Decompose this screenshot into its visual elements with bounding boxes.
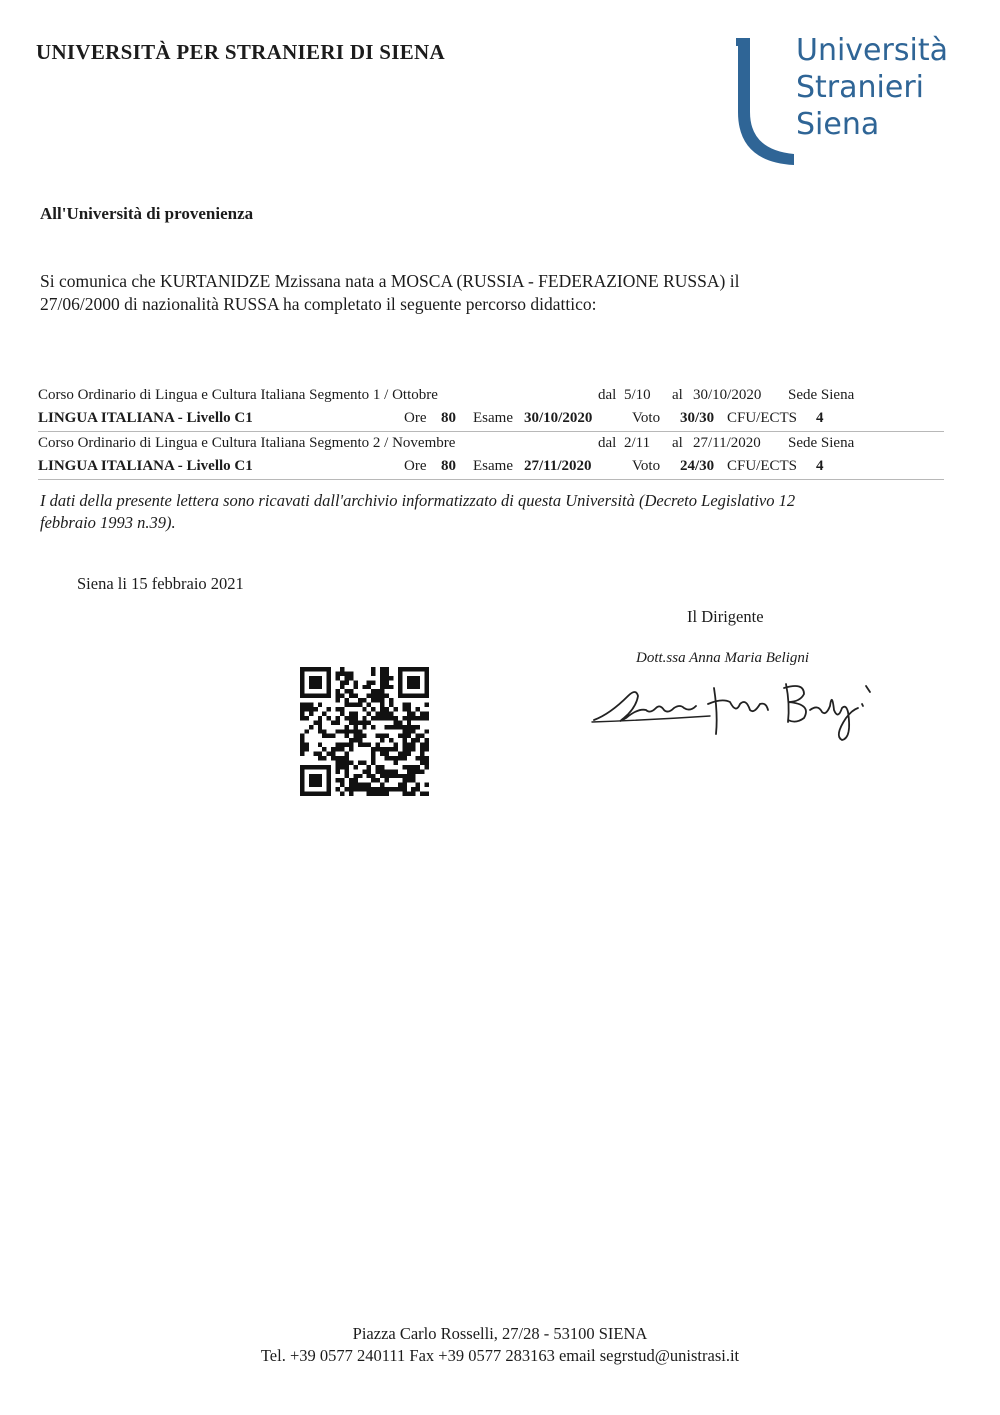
course-table [38, 385, 944, 480]
place-date: Siena li 15 febbraio 2021 [77, 574, 244, 593]
esame-value: 27/11/2020 [524, 458, 592, 474]
exam-name: LINGUA ITALIANA - Livello C1 [38, 458, 253, 474]
sede-value: Sede Siena [788, 435, 855, 451]
course-row [38, 433, 944, 456]
esame-label: Esame [473, 410, 513, 426]
qr-code-icon [300, 667, 429, 796]
voto-value: 24/30 [680, 458, 715, 474]
signature-icon [590, 674, 880, 746]
dal-label: dal [598, 387, 617, 403]
exam-name: LINGUA ITALIANA - Livello C1 [38, 410, 253, 426]
esame-label: Esame [473, 458, 513, 474]
footer-contacts: Tel. +39 0577 240111 Fax +39 0577 283163 email segrstud@unistrasi.it [260, 1346, 740, 1365]
logo-arc-icon [728, 32, 798, 172]
voto-label: Voto [632, 458, 661, 474]
dal-label: dal [598, 435, 617, 451]
voto-label: Voto [632, 410, 661, 426]
cfu-value: 4 [816, 458, 824, 474]
exam-row [38, 408, 944, 432]
cfu-value: 4 [816, 410, 824, 426]
addressee: All'Università di provenienza [40, 204, 254, 223]
logo-wordmark [796, 32, 948, 143]
voto-value: 30/30 [680, 410, 715, 426]
dal-value: 2/11 [624, 435, 651, 451]
esame-value: 30/10/2020 [524, 410, 593, 426]
signer-role: Il Dirigente [687, 607, 764, 626]
dal-value: 5/10 [624, 387, 651, 403]
course-row [38, 385, 944, 408]
signer-name: Dott.ssa Anna Maria Beligni [636, 650, 810, 666]
sede-value: Sede Siena [788, 387, 855, 403]
logo-line-2: Stranieri [796, 70, 924, 105]
disclaimer: I dati della presente lettera sono ricavati dall'archivio informatizzato di questa Università (Decreto Legislativo 12 febbraio 1993 n.39). [40, 491, 796, 532]
university-name: UNIVERSITÀ PER STRANIERI DI SIENA [36, 40, 445, 64]
course-title: Corso Ordinario di Lingua e Cultura Italiana Segmento 1 / Ottobre [38, 387, 438, 403]
logo-line-3: Siena [796, 107, 880, 142]
logo-line-1: Università [796, 33, 948, 68]
exam-row [38, 456, 944, 480]
ore-value: 80 [441, 458, 456, 474]
al-value: 30/10/2020 [693, 387, 762, 403]
university-logo [728, 32, 968, 172]
al-label: al [672, 387, 683, 403]
al-label: al [672, 435, 683, 451]
ore-label: Ore [404, 458, 427, 474]
ore-value: 80 [441, 410, 456, 426]
course-title: Corso Ordinario di Lingua e Cultura Italiana Segmento 2 / Novembre [38, 435, 456, 451]
cfu-label: CFU/ECTS [727, 410, 798, 426]
intro-paragraph: Si comunica che KURTANIDZE Mzissana nata a MOSCA (RUSSIA - FEDERAZIONE RUSSA) il 27/06/2000 di nazionalità RUSSA ha completato il seguente percorso didattico: [40, 271, 740, 314]
footer-address: Piazza Carlo Rosselli, 27/28 - 53100 SIENA [352, 1324, 648, 1343]
al-value: 27/11/2020 [693, 435, 761, 451]
cfu-label: CFU/ECTS [727, 458, 798, 474]
ore-label: Ore [404, 410, 427, 426]
